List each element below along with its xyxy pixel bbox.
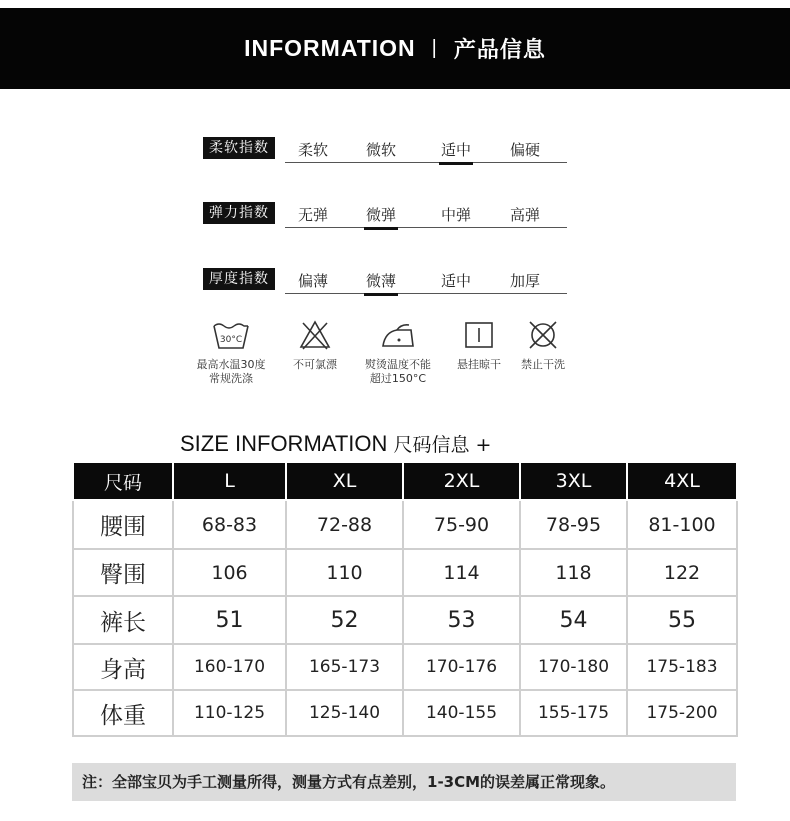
table-cell: 110 [286,549,403,596]
table-cell: 175-183 [627,644,737,690]
thickness-options [285,268,567,294]
size-header-cell: 4XL [627,462,737,500]
table-cell: 125-140 [286,690,403,736]
table-cell: 68-83 [173,500,286,549]
banner-title-en: INFORMATION [244,35,416,61]
banner-separator: | [431,37,438,59]
table-row [73,690,737,736]
row-label: 腰围 [73,500,173,549]
care-no-bleach-line1: 不可氯漂 [293,358,337,371]
size-header-cell: 尺码 [73,462,173,500]
softness-options [285,137,567,163]
thickness-option: 偏薄 [297,272,328,290]
row-label: 身高 [73,644,173,690]
no-dry-clean-icon [526,318,560,352]
row-label: 体重 [73,690,173,736]
table-cell: 75-90 [403,500,520,549]
thickness-index-label: 厚度指数 [203,268,275,290]
care-iron [353,318,443,386]
banner-title-cn: 产品信息 [453,38,546,63]
table-cell: 170-180 [520,644,627,690]
hang-dry-icon [462,318,496,352]
softness-option: 偏硬 [509,141,540,159]
iron-icon [377,318,419,352]
table-cell: 54 [520,596,627,644]
table-cell: 175-200 [627,690,737,736]
row-label: 臀围 [73,549,173,596]
size-title-en: SIZE INFORMATION [180,431,388,456]
table-cell: 106 [173,549,286,596]
care-no-dry-clean-line1: 禁止干洗 [521,358,565,371]
table-cell: 52 [286,596,403,644]
table-cell: 114 [403,549,520,596]
size-header-cell: XL [286,462,403,500]
care-no-bleach [270,318,360,372]
care-hang-dry-line1: 悬挂晾干 [457,358,501,371]
care-wash-line1: 最高水温30度 [196,358,266,371]
measurement-note: 注：全部宝贝为手工测量所得，测量方式有点差别，1-3CM的误差属正常现象。 [72,763,736,801]
table-cell: 155-175 [520,690,627,736]
table-row [73,549,737,596]
size-header-cell: L [173,462,286,500]
table-cell: 53 [403,596,520,644]
row-label: 裤长 [73,596,173,644]
table-row [73,644,737,690]
size-title-cn: 尺码信息 + [393,434,492,456]
wash-30-icon [211,318,251,352]
thickness-option: 适中 [440,272,471,290]
info-banner [0,8,790,89]
elasticity-options [285,202,567,228]
table-cell: 140-155 [403,690,520,736]
elasticity-index-row [203,202,573,228]
elasticity-index-label: 弹力指数 [203,202,275,224]
table-row [73,596,737,644]
table-cell: 122 [627,549,737,596]
table-cell: 55 [627,596,737,644]
table-cell: 165-173 [286,644,403,690]
table-cell: 170-176 [403,644,520,690]
care-iron-line2: 超过150°C [369,372,427,385]
table-cell: 78-95 [520,500,627,549]
care-no-dry-clean [498,318,588,372]
size-table-header [73,462,737,500]
table-cell: 118 [520,549,627,596]
softness-option: 微软 [365,141,396,159]
size-header-cell: 3XL [520,462,627,500]
size-header-cell: 2XL [403,462,520,500]
elasticity-option: 无弹 [297,206,328,224]
wash-temp-badge: 30°C [219,335,243,345]
elasticity-option-selected: 微弹 [353,204,409,225]
table-cell: 81-100 [627,500,737,549]
size-info-title [180,430,491,457]
care-wash-line2: 常规洗涤 [209,372,253,385]
table-row [73,500,737,549]
elasticity-option: 中弹 [440,206,471,224]
care-wash [186,318,276,386]
softness-option-selected: 适中 [428,139,484,160]
no-bleach-icon [298,318,332,352]
thickness-option-selected: 微薄 [353,270,409,291]
softness-option: 柔软 [297,141,328,159]
softness-index-row [203,137,573,163]
table-cell: 72-88 [286,500,403,549]
table-cell: 51 [173,596,286,644]
table-cell: 160-170 [173,644,286,690]
size-table [72,461,738,737]
thickness-option: 加厚 [509,272,540,290]
elasticity-option: 高弹 [509,206,540,224]
softness-index-label: 柔软指数 [203,137,275,159]
thickness-index-row [203,268,573,294]
care-iron-line1: 熨烫温度不能 [365,358,431,371]
table-cell: 110-125 [173,690,286,736]
